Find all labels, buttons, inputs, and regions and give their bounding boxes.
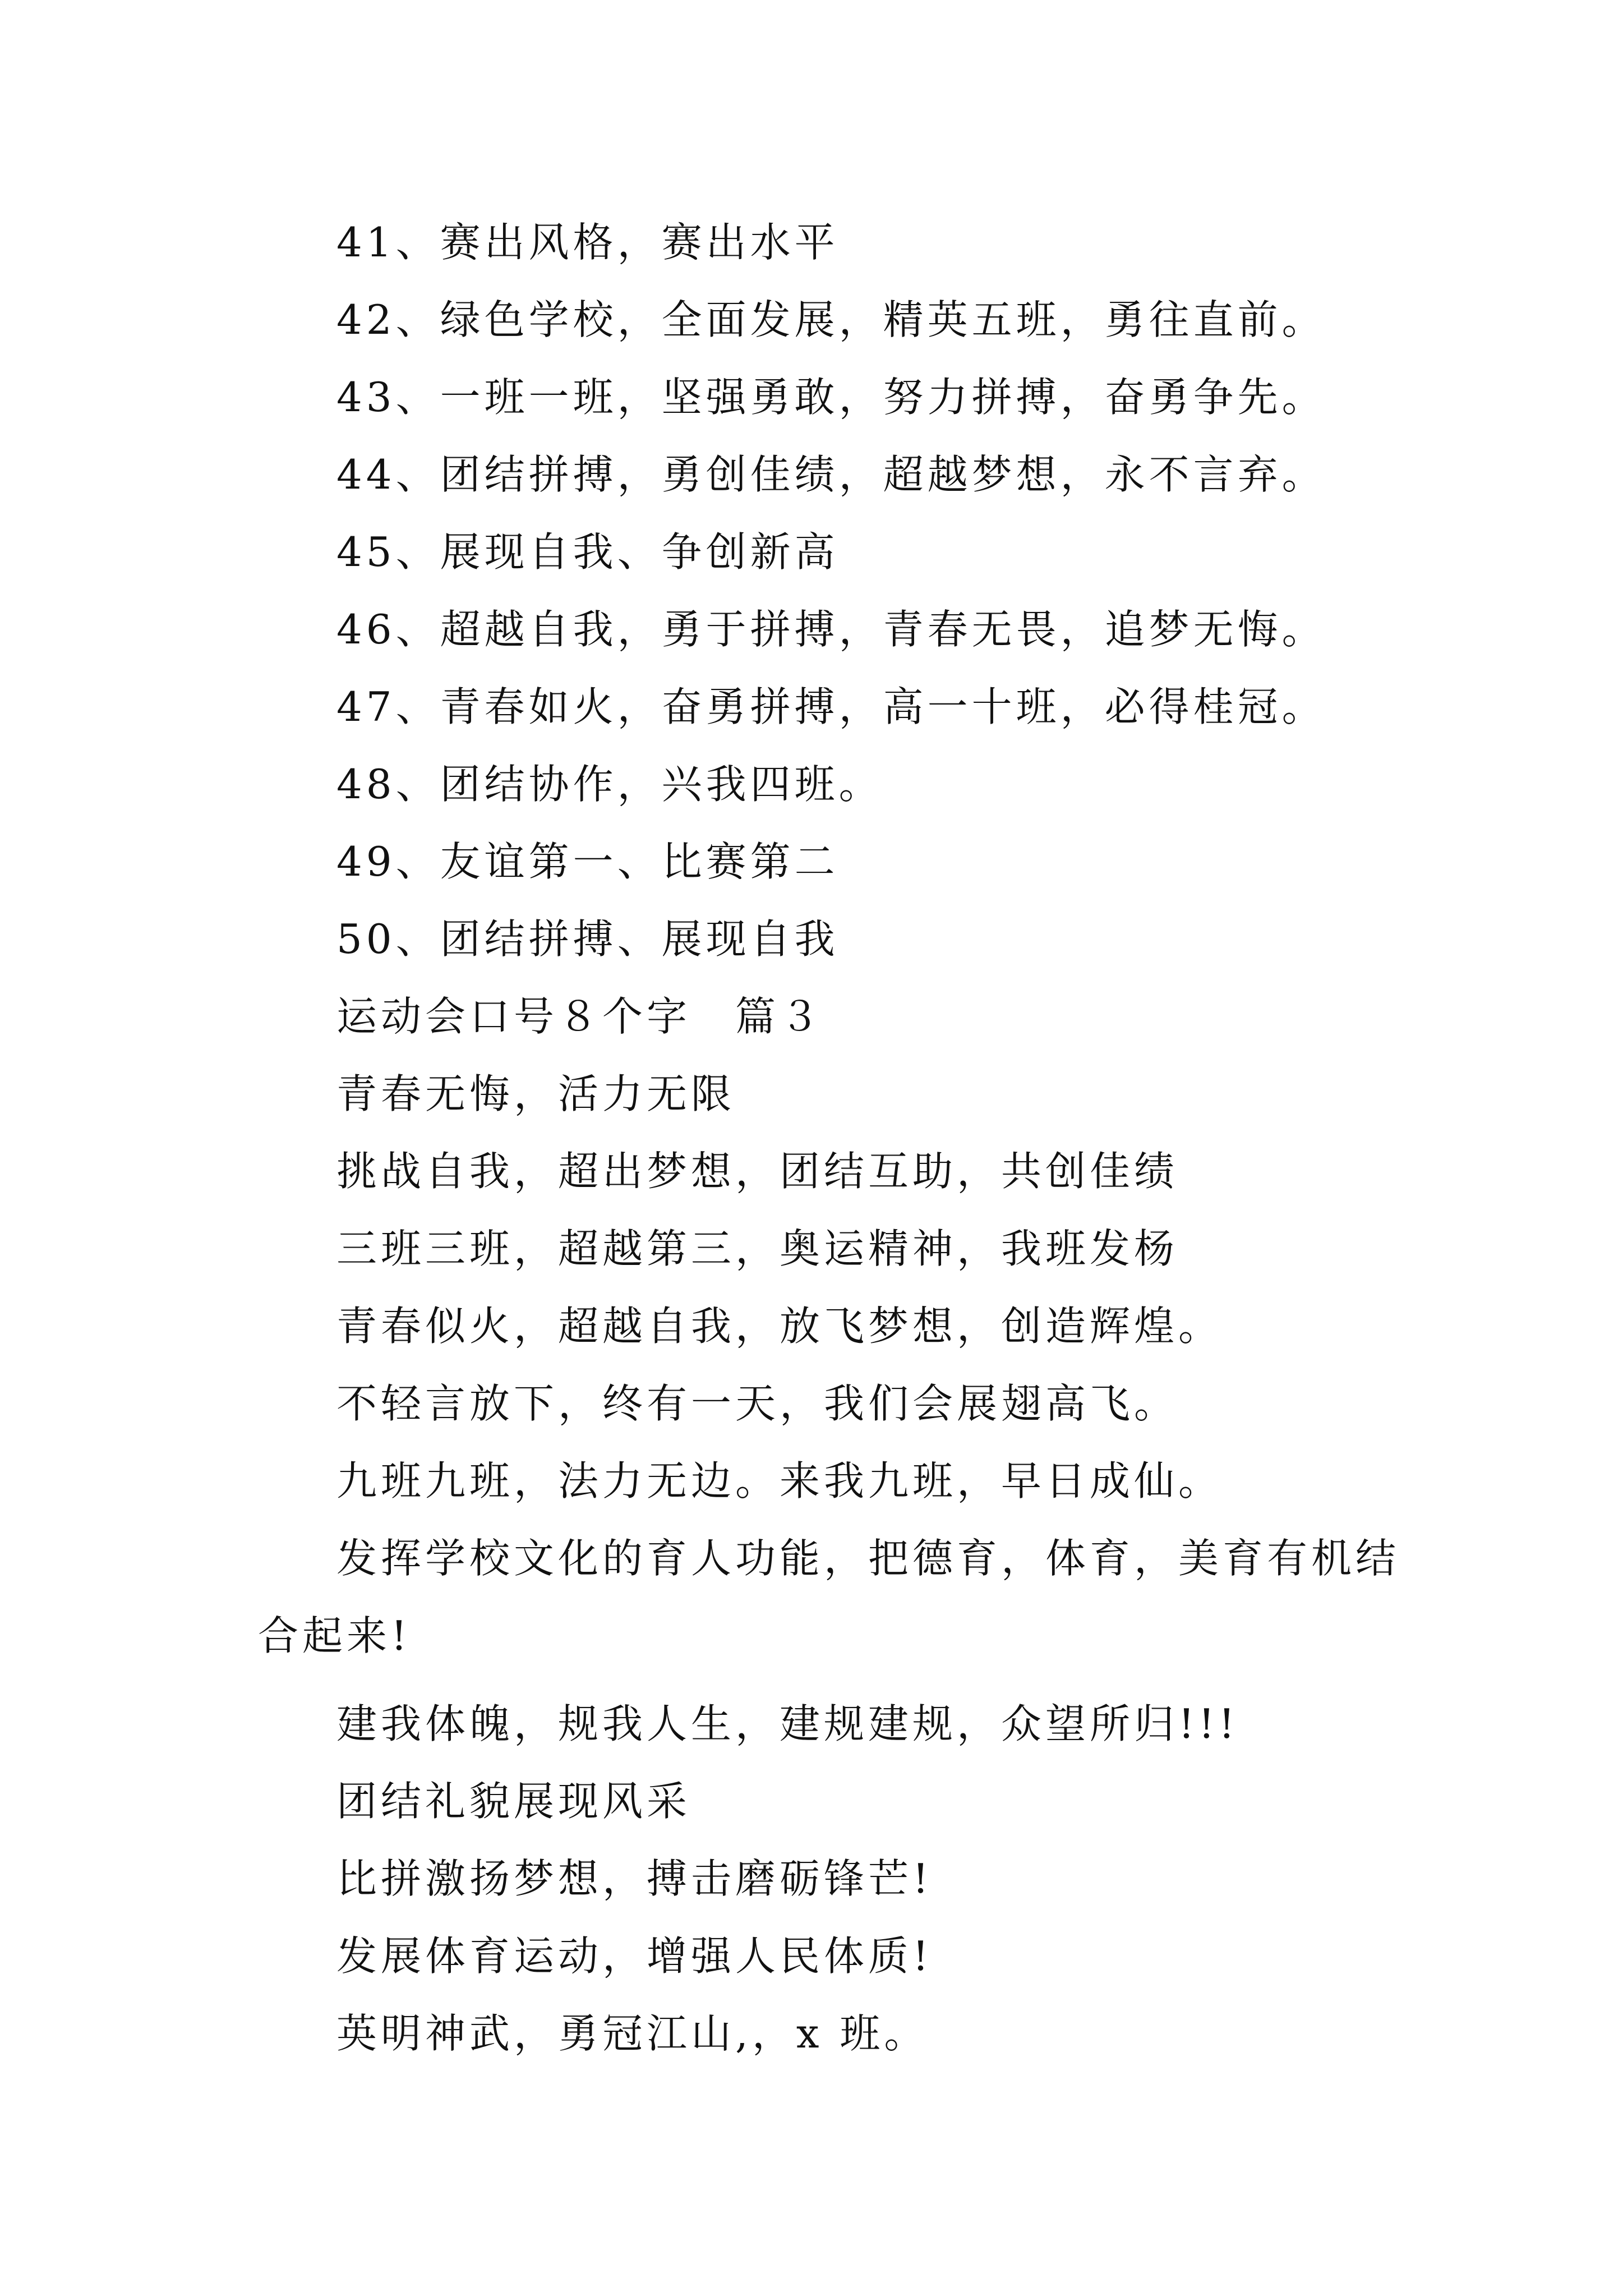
slogan-line-45: 45、展现自我、争创新高 [336,528,839,576]
slogan-line: 团结礼貌展现风采 [336,1778,691,1825]
slogan-line: 比拼激扬梦想，搏击磨砺锋芒! [336,1855,933,1902]
slogan-line-46: 46、超越自我，勇于拼搏，青春无畏，追梦无悔。 [336,606,1326,653]
slogan-line: 青春无悔，活力无限 [336,1070,736,1117]
slogan-line-42: 42、绿色学校，全面发展，精英五班，勇往直前。 [336,296,1326,343]
slogan-line-43: 43、一班一班，坚强勇敢，努力拼搏，奋勇争先。 [336,374,1326,421]
slogan-line-49: 49、友谊第一、比赛第二 [336,838,839,885]
slogan-line: 三班三班，超越第三，奥运精神，我班发杨 [336,1225,1179,1272]
slogan-line-47: 47、青春如火，奋勇拼搏，高一十班，必得桂冠。 [336,683,1326,730]
section-heading: 运动会口号８个字 篇３ [336,993,824,1040]
slogan-line: 建我体魄，规我人生，建规建规，众望所归!!! [336,1700,1239,1747]
slogan-line: 不轻言放下，终有一天，我们会展翅高飞。 [336,1380,1179,1427]
slogan-line-41: 41、赛出风格，赛出水平 [336,219,839,266]
slogan-line-48: 48、团结协作，兴我四班。 [336,761,883,808]
slogan-line-44: 44、团结拼搏，勇创佳绩，超越梦想，永不言弃。 [336,451,1326,498]
slogan-line: 挑战自我，超出梦想，团结互助，共创佳绩 [336,1148,1179,1195]
slogan-line: 青春似火，超越自我，放飞梦想，创造辉煌。 [336,1303,1223,1350]
paragraph-block [258,1520,1402,1674]
body-paragraph: 发挥学校文化的育人功能，把德育，体育，美育有机结合起来! [258,1535,1400,1659]
slogan-line: 英明神武，勇冠江山,，x 班。 [336,2010,929,2057]
slogan-line: 九班九班，法力无边。来我九班，早日成仙。 [336,1457,1223,1504]
slogan-line: 发展体育运动，增强人民体质! [336,1932,933,1980]
document-body [258,214,1402,2083]
slogan-line-50: 50、团结拼搏、展现自我 [336,915,839,963]
